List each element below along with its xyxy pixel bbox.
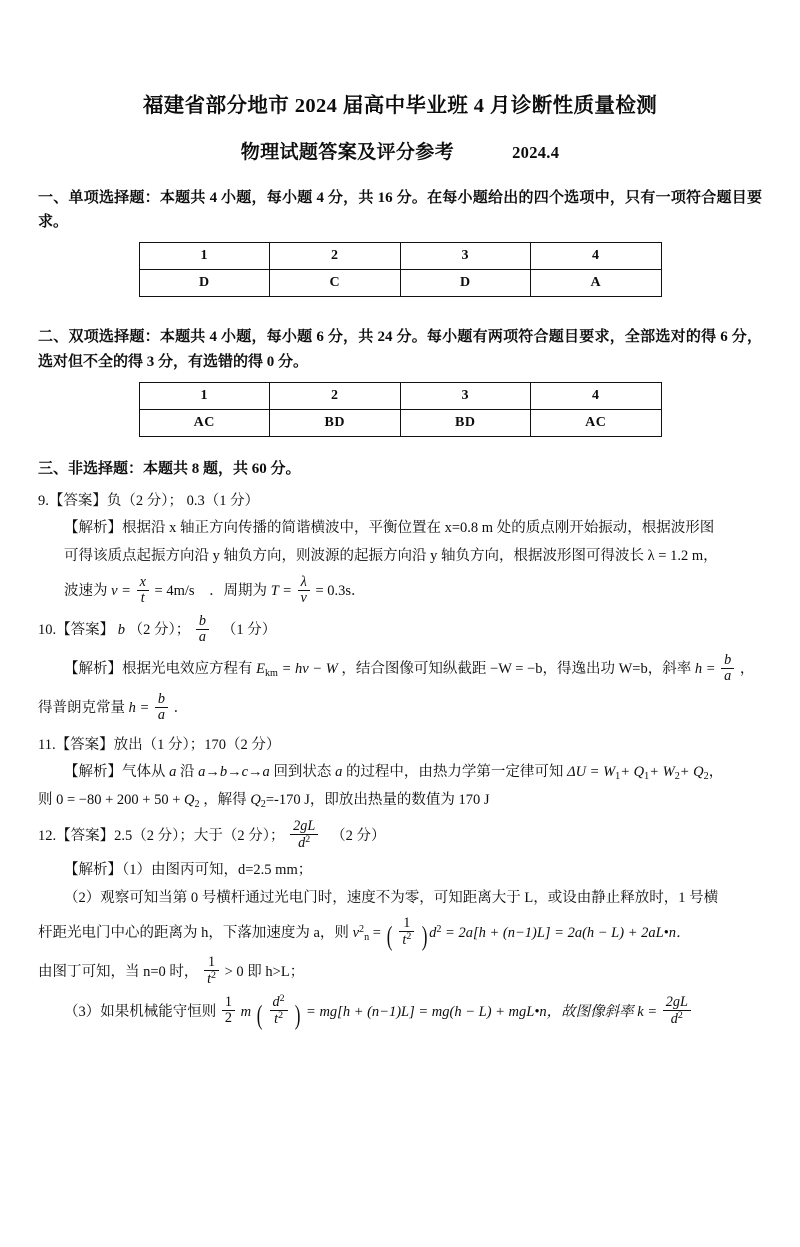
q9-v-lhs: v = <box>111 582 131 599</box>
right-paren-icon: ) <box>421 919 428 951</box>
q12-k-numerator: 2gL <box>663 995 691 1011</box>
table-cell: BD <box>400 409 531 436</box>
left-paren-icon: ( <box>386 919 393 951</box>
q11-analysis-line-2 <box>38 788 762 813</box>
table-row <box>139 270 661 297</box>
q10-eq-E-sub: km <box>264 667 278 679</box>
q12-line3-den-exp: 2 <box>211 969 216 981</box>
q12-d: d <box>429 924 437 941</box>
q10-h-fraction <box>721 653 734 684</box>
q11-state-a2: a <box>335 764 343 781</box>
q11-Q2b: Q <box>250 792 261 809</box>
q10-analysis-line-1 <box>38 652 762 686</box>
q11-eq-p3: + Q <box>679 764 704 781</box>
q12-d2t2-numerator <box>270 994 288 1011</box>
section-3-heading: 三、非选择题：本题共 8 题，共 60 分。 <box>38 460 301 477</box>
q10-h-denominator: a <box>724 667 732 684</box>
q11-path: a→b→c→a <box>198 764 270 781</box>
q12-answer-row <box>38 819 762 853</box>
q9-T-numerator: λ <box>298 575 310 591</box>
q12-d2t2-denominator <box>270 1011 288 1027</box>
table-cell: AC <box>139 409 270 436</box>
q12-eq-sign: = <box>372 924 381 941</box>
q9-formula-row <box>38 574 762 608</box>
q11-analysis-d: 的过程中，由热力学第一定律可知 <box>345 764 564 781</box>
q11-line2-c: =-170 J，即放出热量的数值为 170 J <box>265 792 490 809</box>
q10-answer-fraction <box>196 614 209 645</box>
q12-line4-rest: = mg[h + (n−1)L] = mg(h − L) + mgL•n，故图像斜率 <box>306 1003 634 1020</box>
q11-eq-sub-2: 1 <box>644 770 650 782</box>
q10-answer-var: b <box>117 622 125 639</box>
table-cell: 3 <box>400 243 531 270</box>
q11-first-law-eq <box>567 764 709 780</box>
section-2-answer-table <box>139 382 662 437</box>
q12-analysis-2-line-1: （2）观察可知当第 0 号横杆通过光电门时，速度不为零，可知距离大于 L，或设由静止释放时，1 号横 <box>64 889 719 906</box>
table-cell: 1 <box>139 382 270 409</box>
q12-k-fraction <box>663 995 691 1027</box>
q11-line2-a: 则 0 = −80 + 200 + 50 + <box>38 792 181 809</box>
q10-eq-rest: = hν − W <box>281 661 338 678</box>
q12-vn: v <box>352 924 359 941</box>
q10-analysis-mid: ，结合图像可知纵截距 −W = −b，得逸出功 W=b，斜率 <box>341 661 692 678</box>
q10-analysis-line-2 <box>38 691 762 725</box>
q12-inv-t2-den-exp: 2 <box>406 930 412 942</box>
q9-T-denominator: v <box>300 589 307 606</box>
q10-analysis-comma: ， <box>739 661 755 678</box>
q9-analysis-line-2: 可得该质点起振方向沿 y 轴负方向，则波源的起振方向沿 y 轴负方向，根据波形图可得波长 λ = 1.2 m， <box>64 548 718 565</box>
q12-answer-fraction <box>290 819 318 851</box>
q11-Q2b-sub: 2 <box>260 799 266 811</box>
q9-v-rhs: = 4m/s <box>154 582 195 599</box>
q9-v-numerator: x <box>137 575 149 591</box>
q12-inv-t2-denominator <box>399 932 414 948</box>
q12-line3-den-base: t <box>207 970 212 987</box>
q11-eq-p1: + Q <box>620 764 645 781</box>
q12-answer-score: （2 分） <box>331 827 386 844</box>
q12-line4-a: （3）如果机械能守恒则 <box>64 1003 217 1020</box>
q11-Q2: Q <box>184 792 195 809</box>
q12-answer-denominator <box>290 835 318 851</box>
q12-eq-rest: = 2a[h + (n−1)L] = 2a(h − L) + 2aL•n． <box>445 924 691 941</box>
q12-answer-numerator: 2gL <box>290 819 318 835</box>
q10-planck-fraction <box>155 692 168 723</box>
q12-m: m <box>240 1003 252 1020</box>
q10-eq-E: E <box>256 661 265 678</box>
q10-answer-score-2: （1 分） <box>221 622 277 639</box>
table-cell: C <box>270 270 401 297</box>
q12-k-den-exp: 2 <box>677 1009 683 1021</box>
q11-answer: 11.【答案】放出（1 分）；170（2 分） <box>38 737 281 754</box>
table-cell: D <box>139 270 270 297</box>
table-row <box>139 382 661 409</box>
q11-analysis-b: 沿 <box>180 764 195 781</box>
q12-analysis-3 <box>38 955 762 989</box>
q9-T-fraction <box>298 575 310 606</box>
table-cell: 3 <box>400 382 531 409</box>
q12-line3-denominator <box>204 971 219 987</box>
page-date: 2024.4 <box>512 142 560 162</box>
q12-d2t2-num-base: d <box>272 993 280 1010</box>
q10-planck-end: ． <box>173 700 189 717</box>
section-2-heading: 二、双项选择题：本题共 4 小题，每小题 6 分，共 24 分。每小题有两项符合题目要求，全部选对的得 6 分，选对但不全的得 3 分，有选错的得 0 分。 <box>38 329 762 370</box>
q12-vn-sup: 2 <box>359 923 365 935</box>
q12-vn-sub: n <box>364 931 370 943</box>
q9-T-rhs: = 0.3s． <box>315 582 366 599</box>
q12-analysis-1: 【解析】（1）由图丙可知，d=2.5 mm； <box>64 861 313 878</box>
q12-d2t2-den-base: t <box>274 1010 279 1027</box>
q12-line3-fraction <box>204 955 219 987</box>
q9-v-fraction <box>137 575 149 606</box>
q11-analysis-c: 回到状态 <box>273 764 332 781</box>
q12-d2t2-fraction <box>270 994 288 1027</box>
table-row <box>139 243 661 270</box>
q12-line2-prefix: 杆距光电门中心的距离为 h，下落加速度为 a，则 <box>38 924 349 941</box>
q12-line3-a: 由图丁可知，当 n=0 时， <box>38 963 199 980</box>
q12-answer-den-base: d <box>298 834 306 851</box>
q12-half-fraction <box>222 995 235 1026</box>
table-cell: 4 <box>531 382 662 409</box>
table-cell: 2 <box>270 382 401 409</box>
q9-formula-mid: ．周期为 <box>209 582 268 599</box>
q12-inv-t2-numerator: 1 <box>399 916 414 932</box>
table-cell: 4 <box>531 243 662 270</box>
left-paren-icon: ( <box>256 998 263 1030</box>
q10-planck-numerator: b <box>155 692 168 708</box>
page-title: 福建省部分地市 2024 届高中毕业班 4 月诊断性质量检测 <box>142 95 658 117</box>
q12-k-denominator <box>663 1011 691 1027</box>
spacer <box>38 311 762 325</box>
q9-T-lhs: T = <box>270 582 292 599</box>
table-cell: 2 <box>270 243 401 270</box>
q10-answer-score-1: （2 分）； <box>128 622 191 639</box>
table-cell: A <box>531 270 662 297</box>
q12-analysis-2-line-2 <box>38 916 762 950</box>
section-1-answer-table <box>139 242 662 297</box>
q10-answer-row <box>38 613 762 647</box>
q11-eq-dU: ΔU = W <box>567 764 616 781</box>
q10-planck-denominator: a <box>157 706 166 723</box>
table-row <box>139 409 661 436</box>
q12-half-numerator: 1 <box>222 995 235 1011</box>
subtitle-row <box>38 137 762 164</box>
q10-answer-prefix: 10.【答案】 <box>38 622 115 639</box>
q12-k-den-base: d <box>670 1010 678 1027</box>
q9-answer: 9.【答案】负（2 分）； 0.3（1 分） <box>38 493 260 510</box>
q10-h-numerator: b <box>721 653 734 669</box>
q9-v-denominator: t <box>140 589 145 606</box>
q11-eq-sub-4: 2 <box>703 770 709 782</box>
q10-answer-numerator: b <box>196 614 209 630</box>
q11-eq-end: ， <box>708 764 724 781</box>
table-cell: AC <box>531 409 662 436</box>
q11-eq-sub-3: 2 <box>674 770 680 782</box>
q11-line2-b: ，解得 <box>203 792 247 809</box>
q12-d-exp: 2 <box>436 923 442 935</box>
q10-analysis-prefix: 【解析】根据光电效应方程有 <box>64 661 253 678</box>
q10-planck-prefix: 得普朗克常量 <box>38 700 125 717</box>
q9-formula-prefix: 波速为 <box>64 582 108 599</box>
q12-half-denominator: 2 <box>224 1010 232 1027</box>
q11-eq-sub-1: 1 <box>615 770 621 782</box>
q12-answer-prefix: 12.【答案】2.5（2 分）；大于（2 分）； <box>38 827 285 844</box>
q12-d2t2-num-exp: 2 <box>279 992 285 1004</box>
q11-Q2-sub: 2 <box>194 799 200 811</box>
q12-answer-den-exp: 2 <box>305 833 311 845</box>
q12-inv-t2-fraction <box>399 916 414 948</box>
section-1-heading: 一、单项选择题：本题共 4 小题，每小题 4 分，共 16 分。在每小题给出的四个选项中，只有一项符合题目要求。 <box>38 189 762 230</box>
table-cell: D <box>400 270 531 297</box>
q12-line3-numerator: 1 <box>204 955 219 971</box>
q10-answer-denominator: a <box>198 628 206 645</box>
q9-analysis-line-1: 【解析】根据沿 x 轴正方向传播的简谐横波中，平衡位置在 x=0.8 m 处的质点刚开始振动，根据波形图 <box>64 520 715 537</box>
q12-line3-b: > 0 即 h>L； <box>224 963 305 980</box>
q11-analysis-line-1 <box>38 760 762 785</box>
q12-k-lhs: k = <box>637 1003 658 1020</box>
page-subtitle: 物理试题答案及评分参考 <box>240 141 455 163</box>
q11-analysis-a: 【解析】气体从 <box>64 764 166 781</box>
right-paren-icon: ) <box>294 998 301 1030</box>
q10-h-lhs: h = <box>694 661 716 678</box>
q12-d2t2-den-exp: 2 <box>278 1009 284 1021</box>
table-cell: BD <box>270 409 401 436</box>
q11-eq-p2: + W <box>649 764 675 781</box>
q10-planck-h: h = <box>128 700 150 717</box>
q12-analysis-4 <box>38 994 762 1029</box>
q11-state-a: a <box>169 764 177 781</box>
table-cell: 1 <box>139 243 270 270</box>
q12-inv-t2-den-base: t <box>402 931 407 948</box>
